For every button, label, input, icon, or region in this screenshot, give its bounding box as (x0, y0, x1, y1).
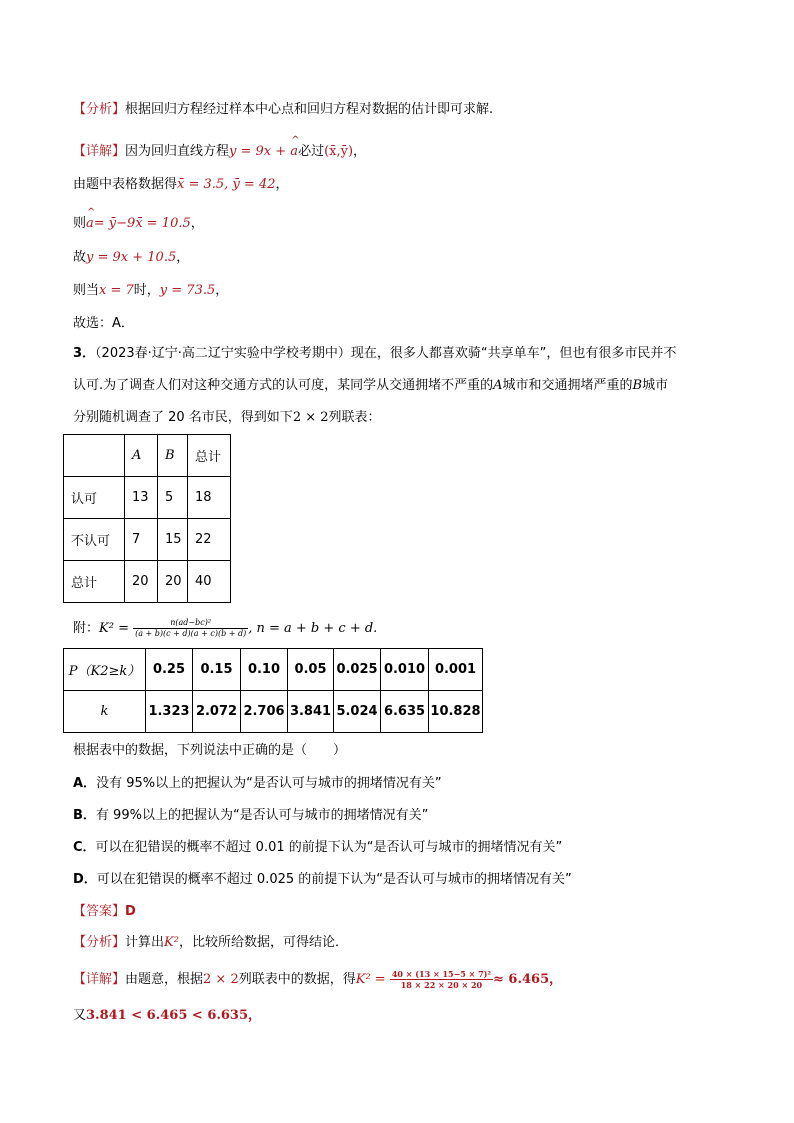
table-row (64, 435, 231, 477)
table-row (64, 519, 231, 561)
punct: ， (176, 250, 190, 265)
table-cell: 认可 (64, 477, 125, 519)
option-text: 可以在犯错误的概率不超过 0.01 的前提下认为“是否认可与城市的拥堵情况有关” (95, 840, 563, 855)
analysis-tag: 【分析】 (73, 102, 126, 117)
table-cell: 2.072 (193, 691, 241, 733)
table-cell: 10.828 (429, 691, 483, 733)
detail-text: 列联表中的数据，得 (238, 972, 356, 987)
detail-tag: 【详解】 (73, 144, 126, 159)
k-squared-result: ≈ 6.465 (492, 972, 550, 987)
detail-line (73, 142, 366, 162)
estimate-line (73, 281, 228, 301)
contingency-table (63, 434, 231, 603)
table-row (64, 477, 231, 519)
question-3-line-3 (73, 408, 381, 428)
punct: ， (248, 1008, 262, 1023)
table-cell: 0.25 (146, 649, 193, 691)
table-cell: 0.05 (288, 649, 334, 691)
critical-value-table (63, 648, 483, 733)
table-header: A (125, 435, 158, 477)
punct: ， (275, 177, 289, 192)
table-cell: 总计 (64, 561, 125, 603)
detail-tag: 【详解】 (73, 972, 126, 987)
table-row-label: P（K2≥k） (64, 649, 146, 691)
answer-tag: 【答案】 (73, 904, 126, 919)
table-cell (64, 435, 125, 477)
formula-numerator: n(ad−bc)² (133, 618, 248, 629)
x-value: x = 7 (99, 283, 134, 298)
detail-2-line (73, 965, 562, 995)
analysis-text: ，比较所给数据，可得结论． (178, 935, 348, 950)
question-text: 列联表： (328, 410, 381, 425)
punct: ， (190, 216, 204, 231)
line-prefix: 则当 (73, 283, 100, 298)
choose-line: 故选：A． (73, 316, 134, 331)
option-c[interactable] (73, 838, 562, 858)
city-b: B (632, 378, 643, 393)
answer-value: D (125, 904, 136, 919)
a-value-line (73, 214, 204, 234)
a-hat: ^ a (290, 142, 298, 162)
analysis-line (73, 100, 493, 120)
formula-lhs: K² = (99, 621, 134, 636)
question-text: 城市 (642, 378, 669, 393)
line-prefix: 则 (73, 216, 87, 231)
option-text: 有 99%以上的把握认为“是否认可与城市的拥堵情况有关” (95, 808, 429, 823)
option-label: D． (73, 872, 97, 887)
line-text: 由题中表格数据得 (73, 177, 178, 192)
formula-line (73, 616, 377, 642)
analysis-text: 计算出 (125, 935, 165, 950)
punct: ， (549, 972, 563, 987)
table-cell: 0.15 (193, 649, 241, 691)
table-cell: 0.025 (334, 649, 381, 691)
option-label: A． (73, 776, 97, 791)
option-text: 没有 95%以上的把握认为“是否认可与城市的拥堵情况有关” (96, 776, 442, 791)
table-row-label: k (64, 691, 146, 733)
regression-equation: y = 9x + (229, 144, 291, 159)
table-cell: 20 (125, 561, 158, 603)
y-value: y = 73.5 (159, 283, 216, 298)
final-equation: y = 9x + 10.5 (86, 250, 177, 265)
analysis-text: 根据回归方程经过样本中心点和回归方程对数据的估计即可求解. (125, 102, 494, 117)
question-text: （2023春·辽宁·高二辽宁实验中学校考期中）现在，很多人都喜欢骑“共享单车”，但也有很多市民并不 (95, 346, 677, 361)
table-cell: 3.841 (288, 691, 334, 733)
table-cell: 5 (158, 477, 188, 519)
table-cell: 不认可 (64, 519, 125, 561)
formula-rest: , n = a + b + c + d. (248, 621, 378, 636)
table-cell: 2.706 (241, 691, 288, 733)
analysis-tag: 【分析】 (73, 935, 126, 950)
line-prefix: 又 (73, 1008, 87, 1023)
inequality: 3.841 < 6.465 < 6.635 (86, 1008, 249, 1023)
table-cell: 13 (125, 477, 158, 519)
detail-text: 由题意，根据 (125, 972, 204, 987)
question-number: 3． (73, 346, 96, 361)
table-row (64, 561, 231, 603)
table-cell: 18 (188, 477, 231, 519)
detail-text: 因为回归直线方程 (125, 144, 230, 159)
table-cell: 6.635 (381, 691, 429, 733)
a-equation: = ȳ−9x̄ = 10.5 (93, 216, 191, 231)
question-prompt: 根据表中的数据，下列说法中正确的是（ ） (73, 743, 347, 758)
formula-prefix: 附： (73, 621, 100, 636)
option-d[interactable] (73, 870, 572, 890)
a-hat: ^ a (86, 214, 94, 234)
table-cell: 0.001 (429, 649, 483, 691)
table-row (64, 649, 483, 691)
line-mid: 时， (133, 283, 160, 298)
k-squared: K² (164, 935, 179, 950)
mean-values: x̄ = 3.5, ȳ = 42 (177, 177, 276, 192)
table-cell: 0.010 (381, 649, 429, 691)
table-cell: 15 (158, 519, 188, 561)
option-a[interactable] (73, 774, 442, 794)
table-cell: 22 (188, 519, 231, 561)
center-point: (x̄,ȳ) (324, 144, 354, 159)
analysis-2-line (73, 933, 348, 953)
punct: ， (215, 283, 229, 298)
table-row (64, 691, 483, 733)
table-cell: 1.323 (146, 691, 193, 733)
detail-text-b: 必过 (298, 144, 325, 159)
question-text: 城市和交通拥堵严重的 (502, 378, 633, 393)
option-label: B． (73, 808, 96, 823)
inequality-line (73, 1006, 261, 1026)
fraction-denominator: 18 × 22 × 20 × 20 (400, 980, 483, 990)
k-squared-fraction (390, 969, 493, 990)
answer-line (73, 902, 136, 922)
question-3-line-2 (73, 376, 668, 396)
question-text: 分别随机调查了 20 名市民，得到如下 (73, 410, 293, 425)
table-size: 2 × 2 (292, 410, 329, 425)
table-header: B (158, 435, 188, 477)
line-prefix: 故 (73, 250, 87, 265)
table-size: 2 × 2 (203, 972, 239, 987)
option-text: 可以在犯错误的概率不超过 0.025 的前提下认为“是否认可与城市的拥堵情况有关” (96, 872, 572, 887)
table-header: 总计 (188, 435, 231, 477)
table-cell: 40 (188, 561, 231, 603)
final-equation-line (73, 248, 189, 268)
option-label: C． (73, 840, 96, 855)
table-cell: 20 (158, 561, 188, 603)
question-text: 认可.为了调查人们对这种交通方式的认可度，某同学从交通拥堵不严重的 (73, 378, 494, 393)
formula-denominator: (a + b)(c + d)(a + c)(b + d) (135, 629, 247, 638)
city-a: A (493, 378, 503, 393)
punct: ， (353, 144, 367, 159)
fraction-numerator: 40 × (13 × 15−5 × 7)² (391, 969, 491, 979)
table-cell: 0.10 (241, 649, 288, 691)
option-b[interactable] (73, 806, 428, 826)
formula-fraction (133, 618, 248, 639)
question-3-line-1 (73, 344, 676, 364)
table-data-line (73, 175, 289, 195)
k-squared-lhs: K² = (355, 972, 390, 987)
table-cell: 5.024 (334, 691, 381, 733)
table-cell: 7 (125, 519, 158, 561)
